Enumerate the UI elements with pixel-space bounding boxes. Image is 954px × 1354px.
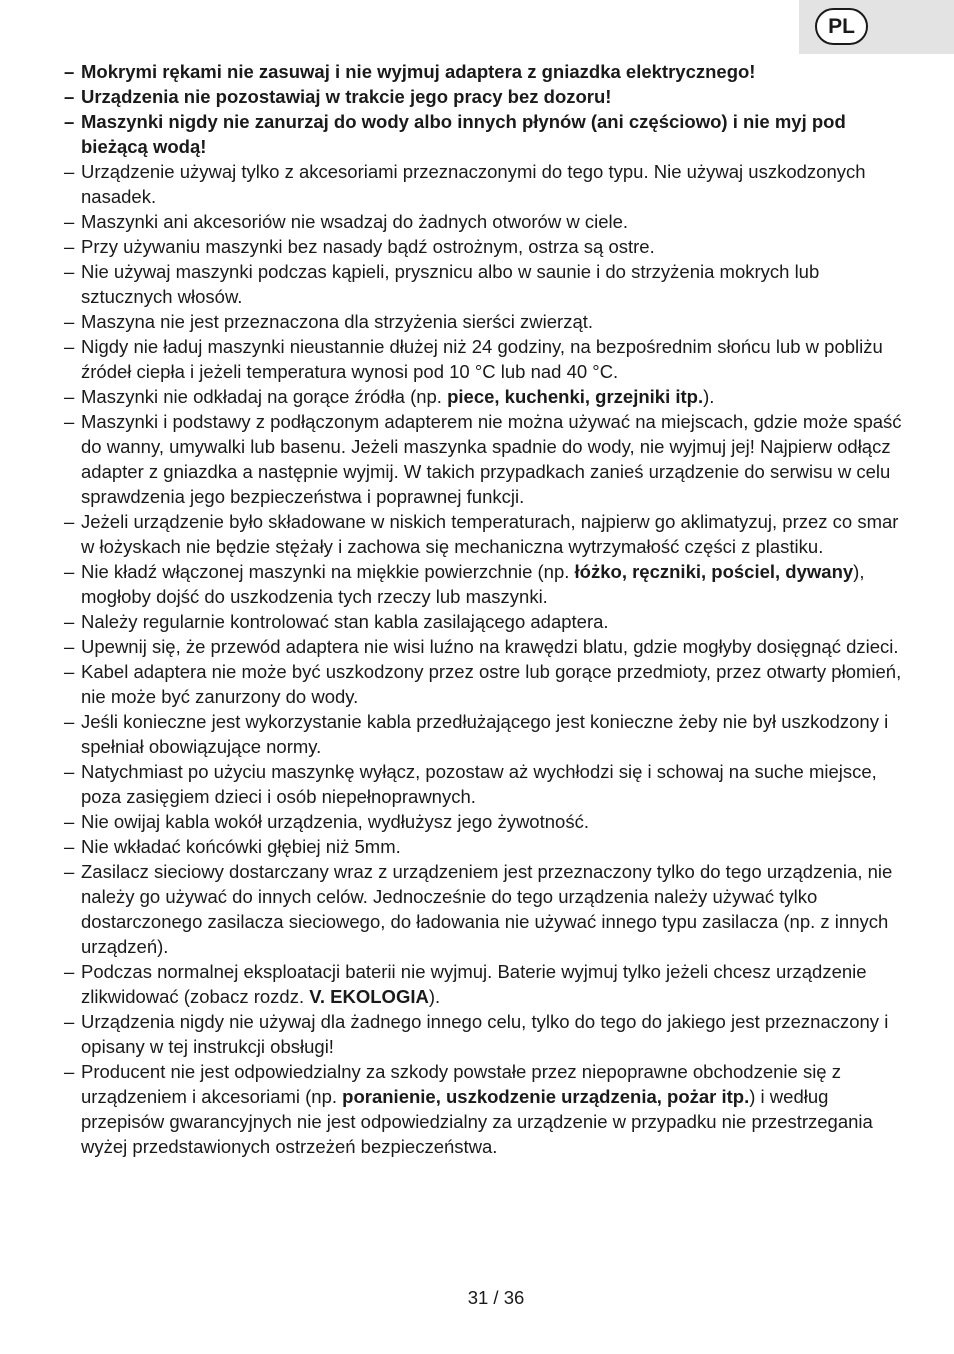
list-item: [64, 634, 904, 659]
list-item: [64, 709, 904, 759]
dash-marker: –: [64, 111, 75, 132]
list-item: [64, 659, 904, 709]
item-text: Zasilacz sieciowy dostarczany wraz z urządzeniem jest przeznaczony tylko do tego urządzenia, nie należy go używać do innych celów. Jednocześnie do tego urządzenia należy używać tylko dostarczonego zasilacza sieciowego, do ładowania nie używać innego typu zasilacza (np. z innych urządzeń).: [81, 861, 893, 957]
item-text: Maszynki ani akcesoriów nie wsadzaj do żadnych otworów w ciele.: [81, 211, 629, 232]
dash-marker: –: [64, 836, 75, 857]
list-item: [64, 109, 904, 159]
list-item: [64, 759, 904, 809]
item-text: Urządzenia nigdy nie używaj dla żadnego innego celu, tylko do tego do jakiego jest przeznaczony i opisany w tej instrukcji obsługi!: [81, 1011, 889, 1057]
list-item: [64, 859, 904, 959]
dash-marker: –: [64, 336, 75, 357]
safety-instructions: [64, 59, 904, 1159]
dash-marker: –: [64, 311, 75, 332]
dash-marker: –: [64, 261, 75, 282]
dash-marker: –: [64, 411, 75, 432]
item-text: Nigdy nie ładuj maszynki nieustannie dłużej niż 24 godziny, na bezpośrednim słońcu lub w pobliżu źródeł ciepła i jeżeli temperatura wynosi pod 10 °C lub nad 40 °C.: [81, 336, 883, 382]
item-text-part: ) i według przepisów gwarancyjnych nie jest odpowiedzialny za urządzenie w przypadku nie przestrzegania wyżej przedstawionych ostrzeżeń bezpieczeństwa.: [81, 1086, 873, 1157]
dash-marker: –: [64, 161, 75, 182]
list-item: [64, 259, 904, 309]
list-item: [64, 334, 904, 384]
language-tab: [799, 0, 954, 54]
item-text: Mokrymi rękami nie zasuwaj i nie wyjmuj adaptera z gniazdka elektrycznego!: [81, 61, 756, 82]
item-text-part: Podczas normalnej eksploatacji baterii nie wyjmuj. Baterie wyjmuj tylko jeżeli chcesz urządzenie zlikwidować (zobacz rozdz.: [81, 961, 867, 1007]
list-item: [64, 809, 904, 834]
item-text-bold: poranienie, uszkodzenie urządzenia, pożar itp.: [342, 1086, 750, 1107]
item-text-bold: piece, kuchenki, grzejniki itp.: [447, 386, 704, 407]
item-text: Należy regularnie kontrolować stan kabla zasilającego adaptera.: [81, 611, 609, 632]
dash-marker: –: [64, 961, 75, 982]
item-text: Natychmiast po użyciu maszynkę wyłącz, pozostaw aż wychłodzi się i schowaj na suche miejsce, poza zasięgiem dzieci i osób niepełnoprawnych.: [81, 761, 877, 807]
item-text: Maszyna nie jest przeznaczona dla strzyżenia sierści zwierząt.: [81, 311, 594, 332]
item-text-part: Nie kładź włączonej maszynki na miękkie powierzchnie (np.: [81, 561, 575, 582]
list-item: [64, 84, 904, 109]
dash-marker: –: [64, 1061, 75, 1082]
item-text-part: Maszynki nie odkładaj na gorące źródła (np.: [81, 386, 448, 407]
list-item: [64, 834, 904, 859]
dash-marker: –: [64, 761, 75, 782]
dash-marker: –: [64, 61, 75, 82]
dash-marker: –: [64, 511, 75, 532]
item-text: Urządzenia nie pozostawiaj w trakcie jego pracy bez dozoru!: [81, 86, 612, 107]
list-item: [64, 559, 904, 609]
item-text: Nie wkładać końcówki głębiej niż 5mm.: [81, 836, 401, 857]
dash-marker: –: [64, 711, 75, 732]
list-item: [64, 959, 904, 1009]
item-text-part: ).: [428, 986, 441, 1007]
language-badge: PL: [815, 8, 868, 45]
list-item: [64, 209, 904, 234]
item-text: Maszynki i podstawy z podłączonym adapterem nie można używać na miejscach, gdzie może spaść do wanny, umywalki lub basenu. Jeżeli maszynka spadnie do wody, nie wyjmuj jej! Najpierw odłącz adapter z gniazdka a następnie wyjmij. W takich przypadkach zanieś urządzenie do serwisu w celu sprawdzenia jego bezpieczeństwa i poprawnej funkcji.: [81, 411, 902, 507]
dash-marker: –: [64, 661, 75, 682]
item-text-part: ), mogłoby dojść do uszkodzenia tych rzeczy lub maszynki.: [81, 561, 865, 607]
list-item: [64, 409, 904, 509]
dash-marker: –: [64, 861, 75, 882]
item-text-bold: łóżko, ręczniki, pościel, dywany: [574, 561, 854, 582]
item-text: Maszynki nigdy nie zanurzaj do wody albo innych płynów (ani częściowo) i nie myj pod bieżącą wodą!: [81, 111, 846, 157]
dash-marker: –: [64, 86, 75, 107]
item-text: Upewnij się, że przewód adaptera nie wisi luźno na krawędzi blatu, gdzie mogłyby dosięgnąć dzieci.: [81, 636, 899, 657]
dash-marker: –: [64, 211, 75, 232]
safety-list: [64, 59, 904, 1159]
dash-marker: –: [64, 611, 75, 632]
list-item: [64, 509, 904, 559]
dash-marker: –: [64, 386, 75, 407]
list-item: [64, 384, 904, 409]
list-item: [64, 1059, 904, 1159]
dash-marker: –: [64, 636, 75, 657]
list-item: [64, 609, 904, 634]
item-text: Nie używaj maszynki podczas kąpieli, prysznicu albo w saunie i do strzyżenia mokrych lub sztucznych włosów.: [81, 261, 820, 307]
dash-marker: –: [64, 1011, 75, 1032]
dash-marker: –: [64, 236, 75, 257]
item-text: Przy używaniu maszynki bez nasady bądź ostrożnym, ostrza są ostre.: [81, 236, 655, 257]
list-item: [64, 159, 904, 209]
page-number: 31 / 36: [467, 1287, 525, 1308]
item-text-bold: V. EKOLOGIA: [309, 986, 429, 1007]
list-item: [64, 1009, 904, 1059]
item-text: Jeśli konieczne jest wykorzystanie kabla przedłużającego jest konieczne żeby nie był uszkodzony i spełniał obowiązujące normy.: [81, 711, 889, 757]
item-text: Nie owijaj kabla wokół urządzenia, wydłużysz jego żywotność.: [81, 811, 589, 832]
item-text-part: ).: [703, 386, 715, 407]
list-item: [64, 59, 904, 84]
list-item: [64, 234, 904, 259]
dash-marker: –: [64, 811, 75, 832]
dash-marker: –: [64, 561, 75, 582]
item-text-part: Producent nie jest odpowiedzialny za szkody powstałe przez niepoprawne obchodzenie się z urządzeniem i akcesoriami (np.: [81, 1061, 841, 1107]
item-text: Kabel adaptera nie może być uszkodzony przez ostre lub gorące przedmioty, przez otwarty płomień, nie może być zanurzony do wody.: [81, 661, 902, 707]
item-text: Urządzenie używaj tylko z akcesoriami przeznaczonymi do tego typu. Nie używaj uszkodzonych nasadek.: [81, 161, 866, 207]
list-item: [64, 309, 904, 334]
item-text: Jeżeli urządzenie było składowane w niskich temperaturach, najpierw go aklimatyzuj, przez co smar w łożyskach nie będzie stężały i zachowa się mechaniczna wytrzymałość części z plastiku.: [81, 511, 899, 557]
